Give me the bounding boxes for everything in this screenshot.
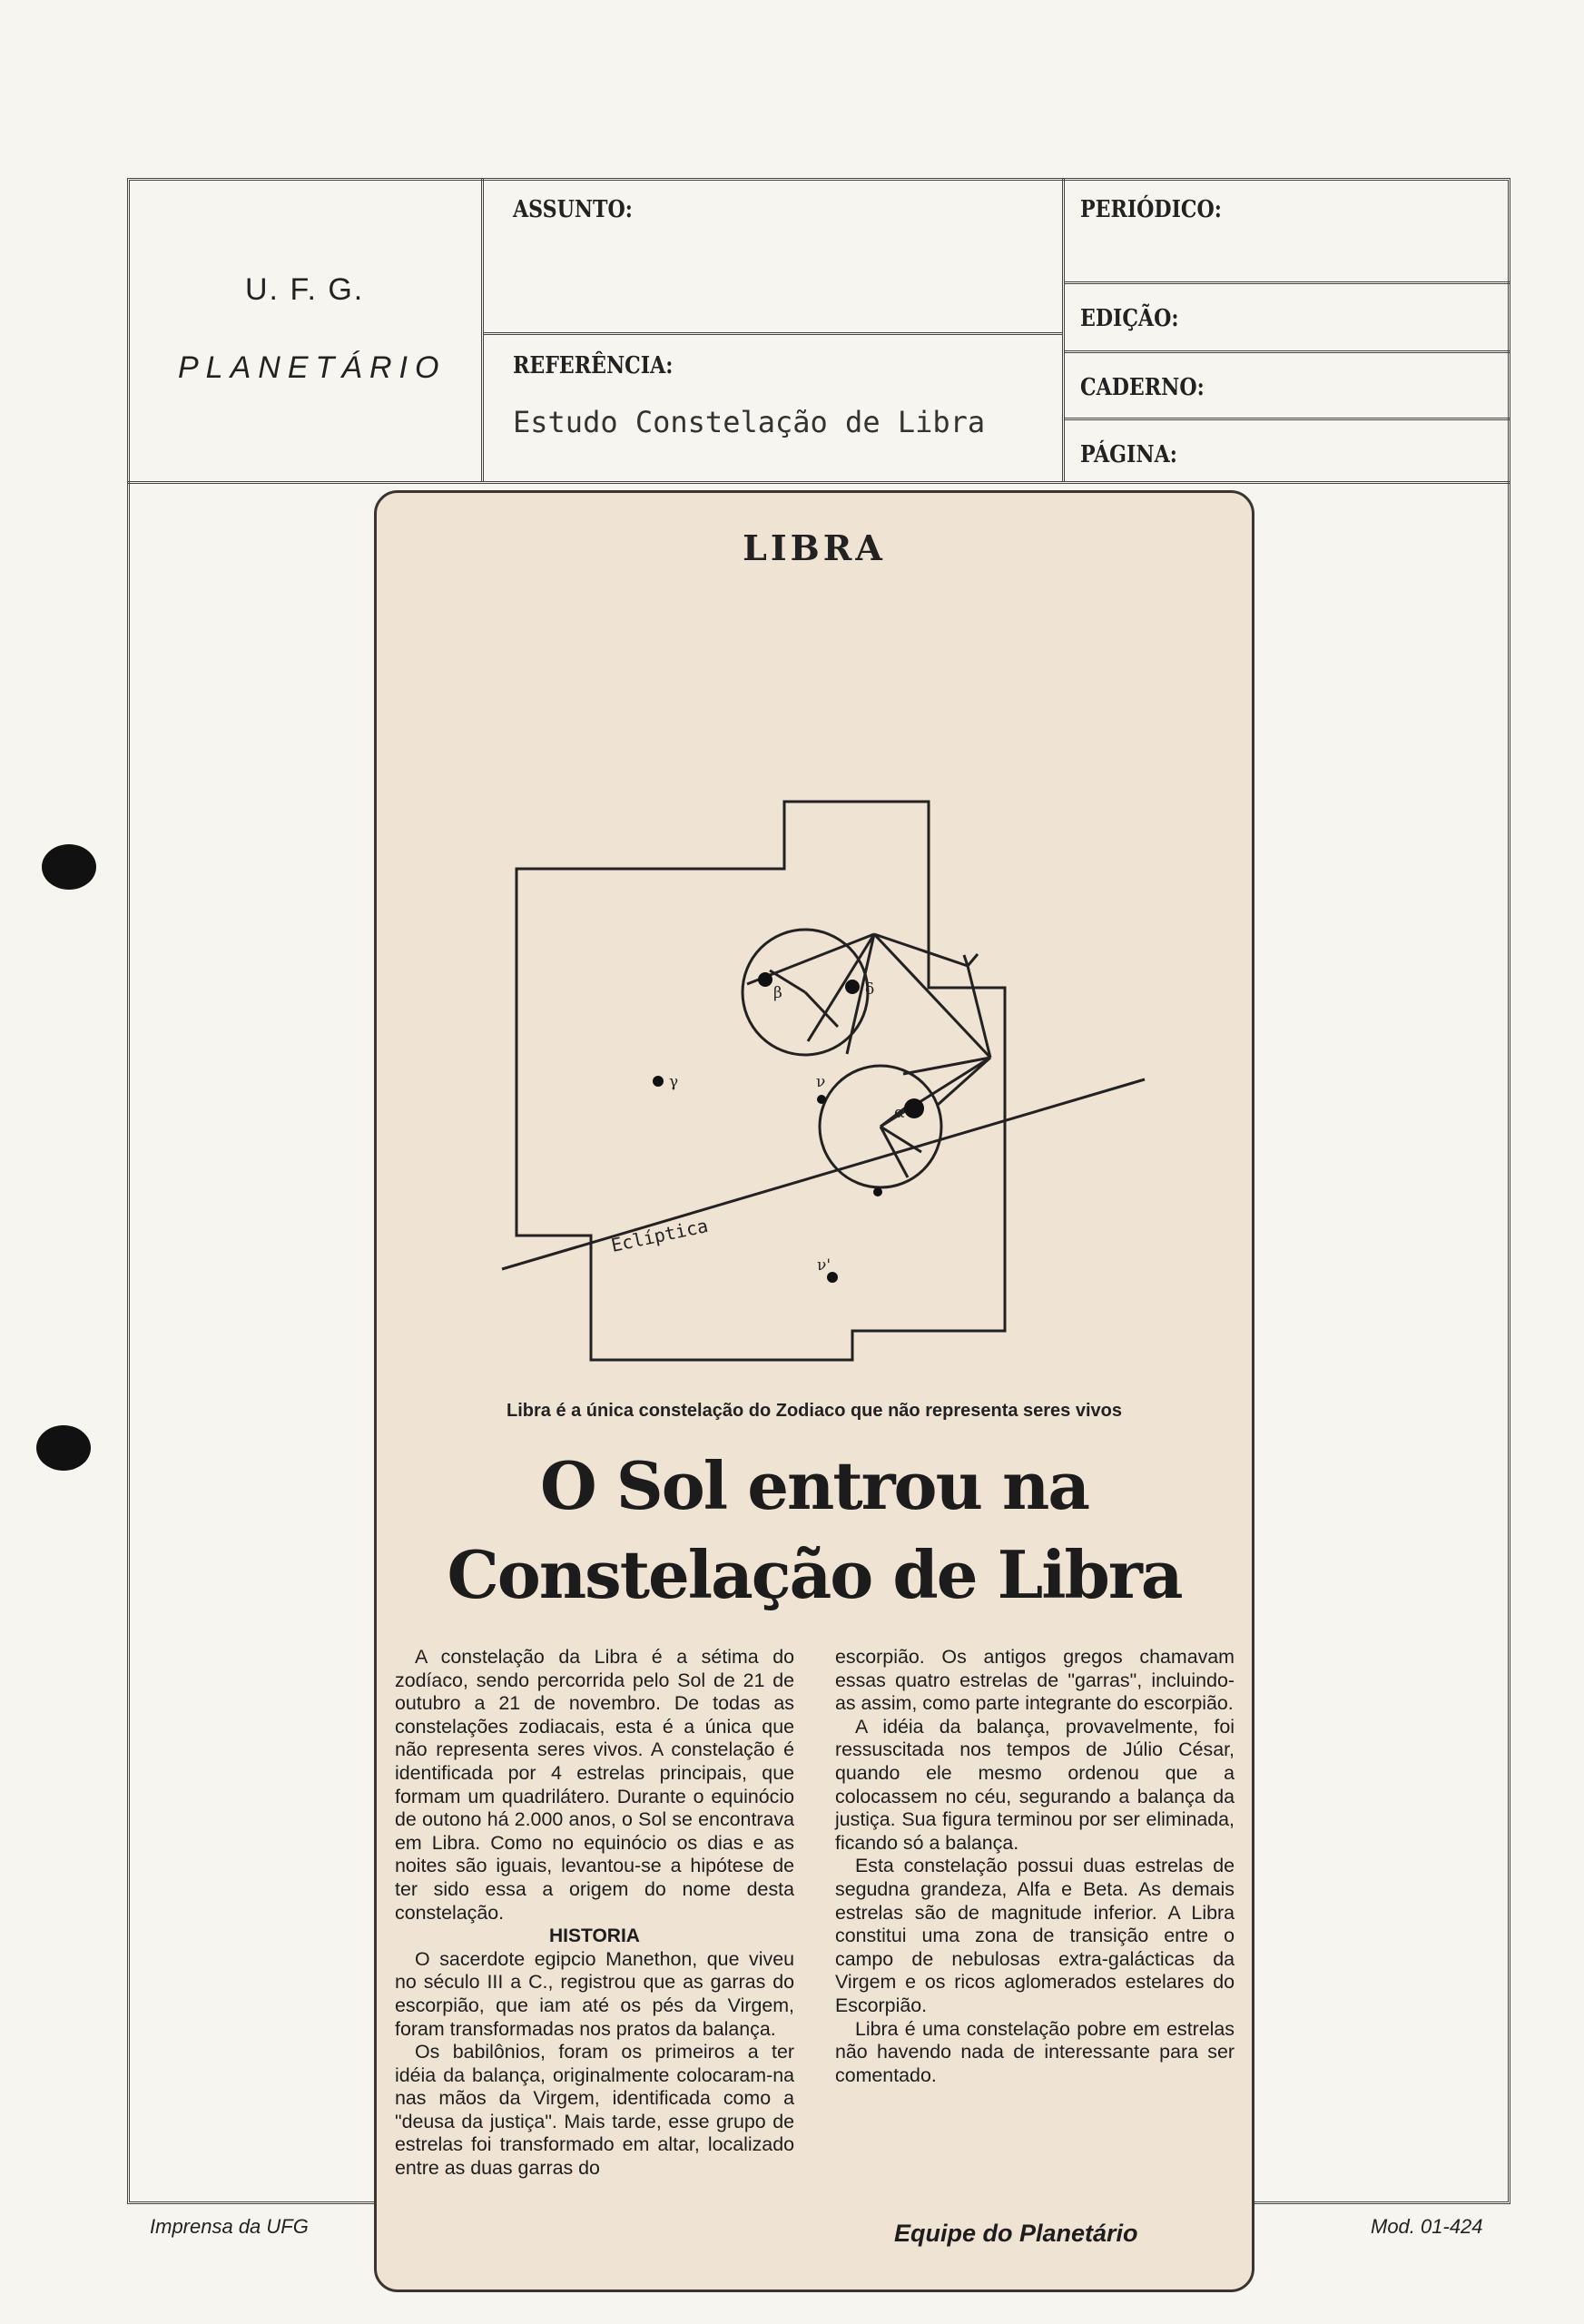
institution-name: U. F. G. (245, 272, 365, 307)
map-title: LIBRA (743, 527, 886, 568)
star-gamma-left (653, 1076, 664, 1087)
referencia-value: Estudo Constelação de Libra (513, 405, 986, 439)
pagina-label: PÁGINA: (1080, 441, 1177, 468)
grid-line (481, 178, 484, 481)
grid-line (1065, 418, 1510, 420)
paragraph: A idéia da balança, provavelmente, foi ressuscitada nos tempos de Júlio César, quando ele mesmo ordenou que a colocassem no céu, segurando a balança da justiça. Sua figura terminou por ser eliminada, ficando só a balança. (835, 1715, 1235, 1854)
headline-line-1: O Sol entrou na (539, 1447, 1088, 1524)
star-beta (758, 972, 772, 987)
department-name: PLANETÁRIO (178, 350, 447, 385)
grid-line (127, 481, 1510, 484)
assunto-label: ASSUNTO: (513, 196, 633, 223)
headline-line-2: Constelação de Libra (447, 1536, 1182, 1613)
punch-hole (36, 1425, 91, 1471)
star-minor (873, 1187, 882, 1196)
paragraph: O sacerdote egipcio Manethon, que viveu no século III a C., registrou que as garras do escorpião, que iam até os pés da Virgem, foram transformadas nos pratos da balança. (395, 1947, 794, 2040)
caderno-label: CADERNO: (1080, 374, 1205, 401)
label-beta: β (773, 984, 782, 1002)
star-delta (845, 980, 860, 994)
newspaper-clipping (374, 490, 1254, 2292)
figure-line (968, 954, 978, 966)
label-nu2: ν' (817, 1256, 831, 1275)
footer-right: Mod. 01-424 (1371, 2215, 1483, 2238)
map-caption: Libra é a única constelação do Zodiaco que não representa seres vivos (506, 1401, 1123, 1421)
paragraph: Libra é uma constelação pobre em estrelas não havendo nada de interessante para ser comentado. (835, 2017, 1235, 2086)
label-delta: δ (865, 980, 875, 999)
article-column-1 (395, 1646, 794, 2181)
punch-hole (42, 844, 96, 890)
paragraph: escorpião. Os antigos gregos chamavam essas quatro estrelas de "garras", incluindo-as assim, como parte integrante do escorpião. (835, 1646, 1235, 1715)
paragraph: A constelação da Libra é a sétima do zodíaco, sendo percorrida pelo Sol de 21 de outubro a 21 de novembro. De todas as constelações zodiacais, esta é a única que não representa seres vivos. A constelação é identificada por 4 estrelas principais, que formam um quadrilátero. Durante o equinócio de outono há 2.000 anos, o Sol se encontrava em Libra. Como no equinócio os dias e as noites são iguais, levantou-se a hipótese de ter sido essa a origem do nome desta constelação. (395, 1646, 794, 1924)
referencia-label: REFERÊNCIA: (513, 352, 674, 379)
ecliptic-label: Eclíptica (609, 1214, 711, 1256)
footer-left: Imprensa da UFG (150, 2215, 309, 2238)
paragraph: Esta constelação possui duas estrelas de segudna grandeza, Alfa e Beta. As demais estrelas são de magnitude inferior. A Libra constitui uma zona de transição entre o campo de nebulosas extra-galácticas da Virgem e os ricos aglomerados estelares do Escorpião. (835, 1855, 1235, 2016)
periodico-label: PERIÓDICO: (1080, 196, 1222, 223)
grid-line (1065, 281, 1510, 284)
label-alpha: α (894, 1104, 905, 1122)
edicao-label: EDIÇÃO: (1080, 305, 1179, 332)
star-nu (817, 1095, 826, 1104)
label-nu: ν (816, 1073, 826, 1091)
grid-line (1065, 350, 1510, 353)
star-alpha (904, 1098, 924, 1118)
libra-star-map (449, 638, 1194, 1419)
grid-line (484, 332, 1062, 335)
article-column-2 (835, 1646, 1235, 2087)
grid-line (1062, 178, 1065, 481)
section-heading: HISTORIA (549, 1925, 640, 1947)
article-headline (377, 1442, 1252, 1620)
constellation-boundary (517, 802, 1005, 1360)
article-signature: Equipe do Planetário (894, 2220, 1138, 2247)
paragraph: Os babilônios, foram os primeiros a ter idéia da balança, originalmente colocaram-na nas mãos da Virgem, identificada como a "deusa da justiça". Mais tarde, esse grupo de estrelas foi transformado em altar, localizado entre as duas garras do (395, 2041, 794, 2180)
label-gamma: γ (669, 1073, 679, 1091)
